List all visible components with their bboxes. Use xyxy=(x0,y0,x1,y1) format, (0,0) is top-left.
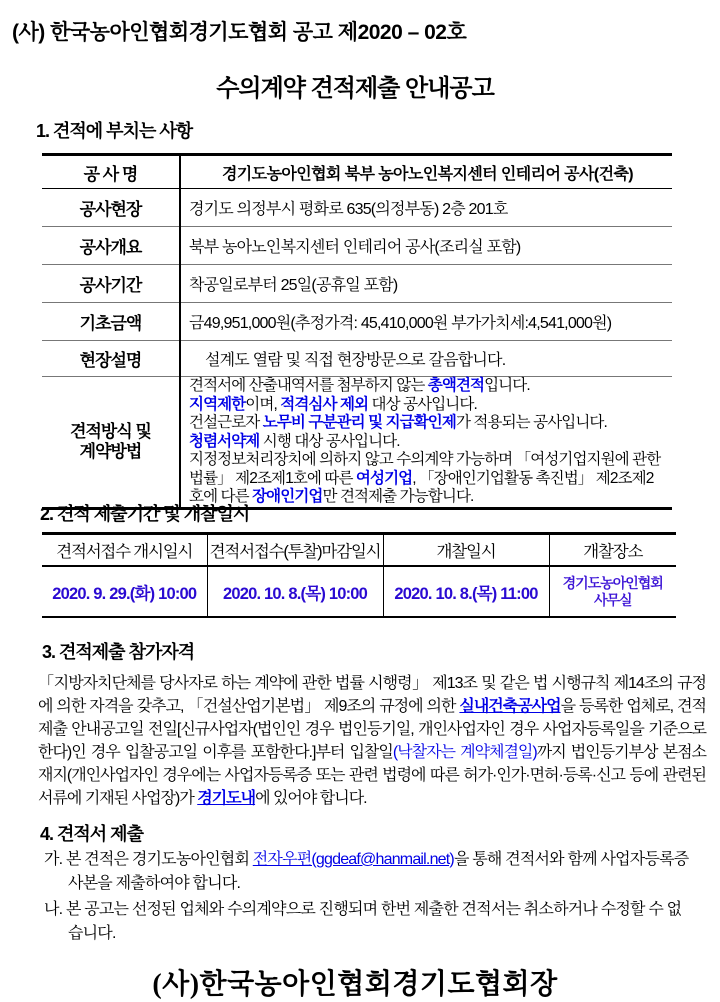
section-3-heading: 3. 견적제출 참가자격 xyxy=(42,642,195,662)
row-value: 설계도 열람 및 직접 현장방문으로 갈음합니다. xyxy=(180,341,672,377)
table-row-period xyxy=(42,265,672,303)
qualification-text: 을 등록한 업체로, 견적제출 안내공고일 전일[신규사업자(법인인 경우 법인등기일, 개인사업자인 경우 사업자등록일을 기준으로 한다)인 경우 입찰공고일 이후를 포함한다.]부터 입찰일 xyxy=(38,698,706,761)
method-line-4 xyxy=(189,433,666,452)
submission-text: 가. 본 견적은 경기도농아인협회 xyxy=(44,851,253,868)
schedule-header-row xyxy=(42,533,676,566)
emphasis-region-limit: 지역제한 xyxy=(189,395,246,413)
section-1-heading: 1. 견적에 부치는 사항 xyxy=(36,121,193,141)
row-label: 공사현장 xyxy=(42,189,180,227)
method-text: 이며, xyxy=(245,395,281,413)
method-line-2 xyxy=(189,396,666,415)
signature: (사)한국농아인협회경기도협회장 xyxy=(152,969,558,1000)
method-label-line2: 계약방법 xyxy=(79,441,142,461)
table-row-project-name xyxy=(42,155,672,189)
row-value: 착공일로부터 25일(공휴일 포함) xyxy=(180,265,672,303)
method-text: , 「장애인기업활동 촉진법」 제2조제2호에 다른 xyxy=(189,469,654,505)
method-line-5 xyxy=(189,451,666,507)
page-title: 수의계약 견적제출 안내공고 xyxy=(216,75,494,102)
section-2-heading: 2. 견적 제출기간 및 개찰일시 xyxy=(40,503,250,524)
method-text: 건설근로자 xyxy=(189,414,263,431)
submission-item-ga xyxy=(44,848,692,896)
table-row-site-briefing xyxy=(42,341,672,377)
method-text: 가 적용되는 공사입니다. xyxy=(455,414,607,431)
emphasis-interior-construction: 실내건축공사업 xyxy=(459,698,561,715)
row-label: 기초금액 xyxy=(42,303,180,341)
emphasis-labor-cost: 노무비 구분관리 및 지급확인제 xyxy=(262,414,456,431)
section-4-heading: 4. 견적서 제출 xyxy=(40,824,143,844)
method-text: 지정정보처리장치에 의하지 않고 수의계약 가능하며 「여성기업지원에 관한 법률」 제2조제1호에 따른 xyxy=(189,451,661,487)
opening-datetime: 2020. 10. 8.(목) 11:00 xyxy=(383,566,549,617)
emphasis-gyeonggi-province: 경기도내 xyxy=(197,790,256,807)
qualification-text: 에 있어야 합니다. xyxy=(255,790,367,807)
qualification-paragraph xyxy=(38,672,706,810)
opening-location-line2: 사무실 xyxy=(593,591,632,608)
notice-number: (사) 한국농아인협회경기도협회 공고 제2020 – 02호 xyxy=(12,21,467,44)
construction-info-table xyxy=(42,153,672,510)
method-text: 대상 공사입니다. xyxy=(368,395,477,413)
qualification-text: 까지 법인등기부상 본점소재지(개인사업자인 경우에는 사업자등록증 또는 관련 법령에 따른 허가·인가·면허·등록·신고 등에 관련된 서류에 기재된 사업장)가 xyxy=(38,744,706,807)
submission-text: 을 통해 견적서와 함께 사업자등록증 사본을 제출하여야 합니다. xyxy=(68,851,689,892)
table-row-overview xyxy=(42,227,672,265)
method-text: 시행 대상 공사입니다. xyxy=(259,432,400,450)
method-text: 입니다. xyxy=(484,377,530,394)
column-header-opening-time: 개찰일시 xyxy=(383,533,549,566)
method-line-3 xyxy=(189,414,666,433)
column-header-start: 견적서접수 개시일시 xyxy=(42,533,207,566)
row-label: 공 사 명 xyxy=(42,155,180,189)
opening-location xyxy=(549,566,676,617)
qualification-text: 「지방자치단체를 당사자로 하는 계약에 관한 법률 시행령」 제13조 및 같은 법 시행규칙 제14조의 규정에 의한 자격을 갖추고, 「건설산업기본법」 제9조의 규정에 의한 xyxy=(38,675,706,715)
row-label: 현장설명 xyxy=(42,341,180,377)
row-label xyxy=(42,377,180,509)
emphasis-total-quote: 총액견적 xyxy=(427,377,485,394)
method-text: 만 견적제출 가능합니다. xyxy=(322,488,474,505)
deadline-datetime: 2020. 10. 8.(목) 10:00 xyxy=(207,566,383,617)
method-cell xyxy=(180,377,672,509)
row-value: 경기도 의정부시 평화로 635(의정부동) 2층 201호 xyxy=(180,189,672,227)
emphasis-disabled-enterprise: 장애인기업 xyxy=(252,488,323,505)
table-row-base-amount xyxy=(42,303,672,341)
schedule-data-row xyxy=(42,566,676,617)
method-text: 견적서에 산출내역서를 첨부하지 않는 xyxy=(189,377,428,394)
column-header-deadline: 견적서접수(투찰)마감일시 xyxy=(207,533,383,566)
emphasis-integrity-pledge: 청렴서약제 xyxy=(189,432,260,450)
table-row-method xyxy=(42,377,672,509)
row-value: 북부 농아노인복지센터 인테리어 공사(조리실 포함) xyxy=(180,227,672,265)
emphasis-contract-date: (낙찰자는 계약체결일) xyxy=(392,744,537,761)
opening-location-line1: 경기도농아인협회 xyxy=(562,574,663,591)
start-datetime: 2020. 9. 29.(화) 10:00 xyxy=(42,566,207,617)
schedule-table xyxy=(42,532,676,619)
method-label-line1: 견적방식 및 xyxy=(70,421,151,441)
method-line-1 xyxy=(189,377,666,396)
emphasis-screening-exempt: 적격심사 제외 xyxy=(280,395,369,413)
submission-item-na: 나. 본 공고는 선정된 업체와 수의계약으로 진행되며 한번 제출한 견적서는 취소하거나 수정할 수 없습니다. xyxy=(44,901,682,942)
row-label: 공사기간 xyxy=(42,265,180,303)
row-value: 금49,951,000원(추정가격: 45,410,000원 부가가치세:4,541,000원) xyxy=(180,303,672,341)
table-row-site xyxy=(42,189,672,227)
email-link[interactable]: 전자우편(ggdeaf@hanmail.net) xyxy=(252,851,454,868)
row-label: 공사개요 xyxy=(42,227,180,265)
row-value: 경기도농아인협회 북부 농아노인복지센터 인테리어 공사(건축) xyxy=(180,155,672,189)
column-header-opening-place: 개찰장소 xyxy=(549,533,676,566)
emphasis-women-enterprise: 여성기업 xyxy=(355,469,413,487)
